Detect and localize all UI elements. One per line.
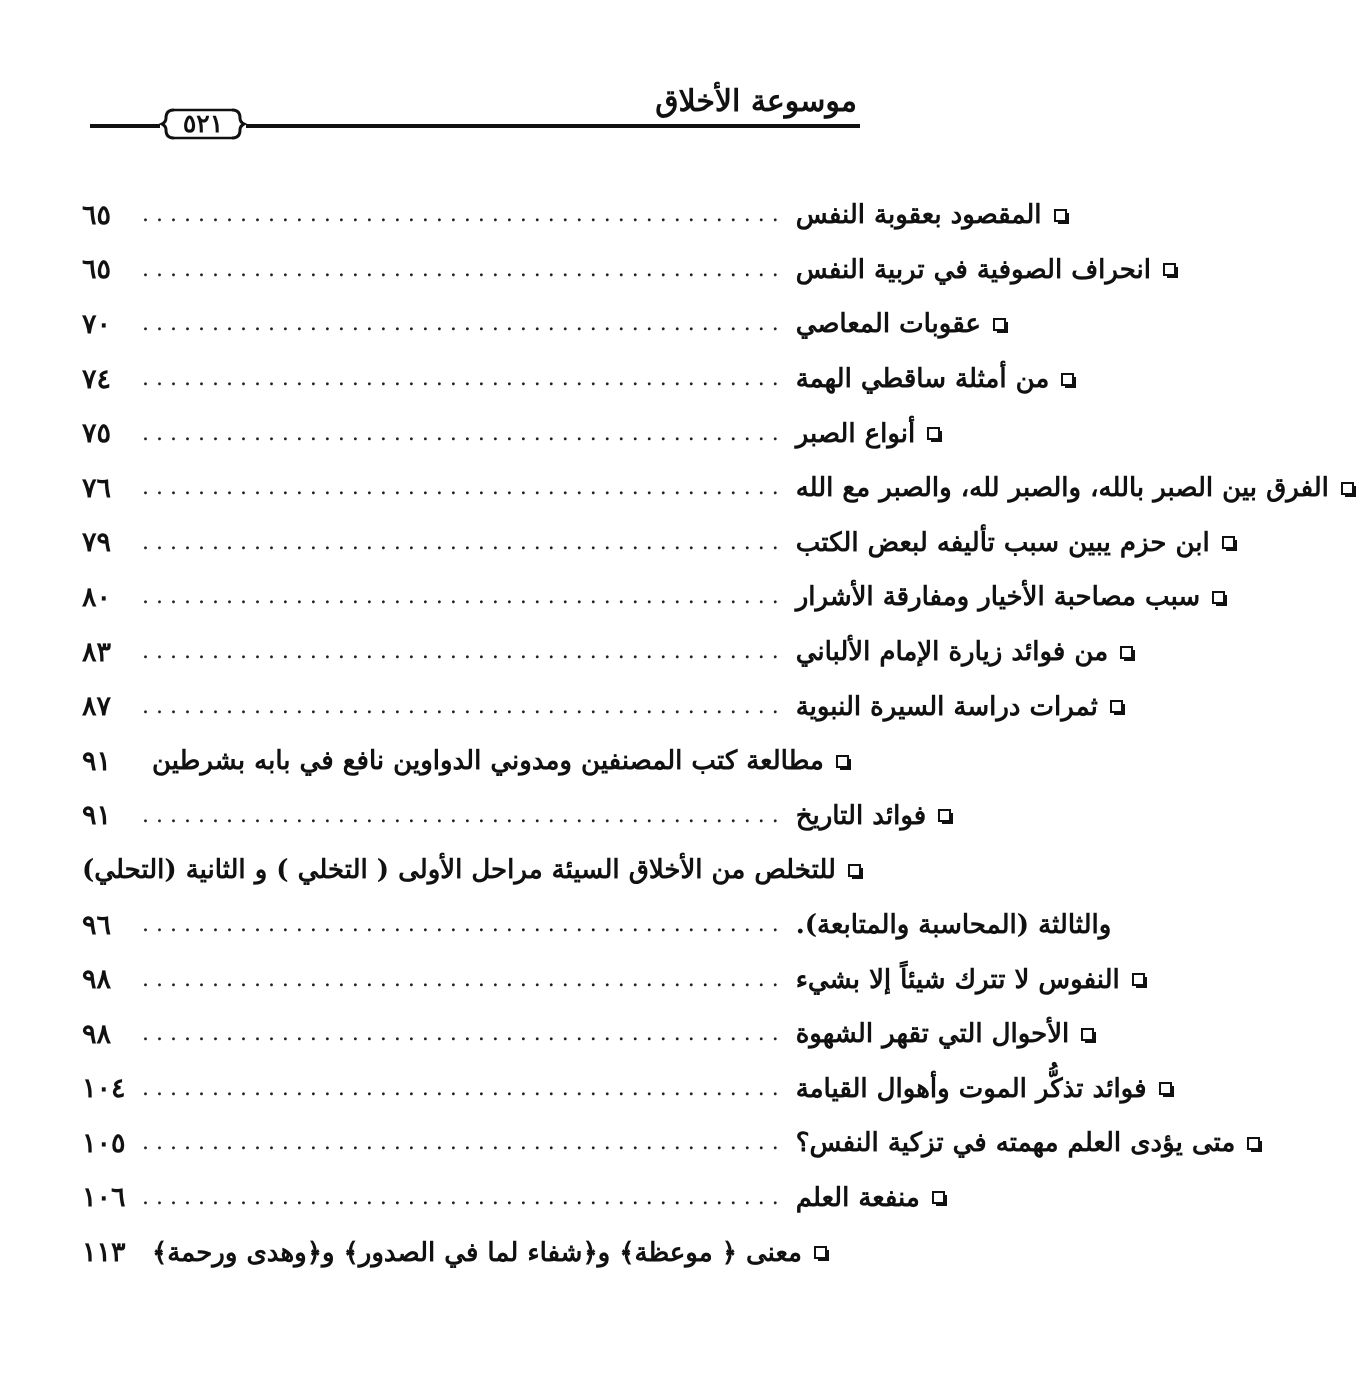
toc-page-number: ٦٥	[82, 199, 112, 231]
toc-leader-dots: ..............................................	[142, 311, 786, 337]
toc-entry	[82, 1116, 1236, 1171]
toc-page-number: ١٠٥	[82, 1127, 126, 1159]
toc-page-number: ٩٦	[82, 909, 112, 941]
toc-title: من فوائد زيارة الإمام الألباني	[795, 637, 1109, 668]
square-bullet-icon	[993, 318, 1006, 331]
square-bullet-icon	[836, 755, 849, 768]
toc-leader-dots: ..............................................	[142, 256, 786, 282]
toc-title: للتخلص من الأخلاق السيئة مراحل الأولى ( التخلي ) و الثانية (التحلي)	[82, 855, 836, 886]
toc-entry	[82, 570, 1201, 625]
toc-leader-dots: ..............................................	[142, 420, 786, 446]
toc-entry	[82, 243, 1151, 298]
toc-leader-dots: ..............................................	[142, 202, 786, 228]
toc-entry	[82, 679, 1098, 734]
toc-leader-dots: ..............................................	[142, 584, 786, 610]
toc-leader-dots: ..............................................	[142, 1130, 786, 1156]
page-number: ٥٢١	[182, 109, 224, 138]
square-bullet-icon	[1341, 482, 1354, 495]
square-bullet-icon	[848, 864, 861, 877]
table-of-contents	[82, 188, 1329, 1280]
square-bullet-icon	[1163, 263, 1176, 276]
toc-leader-dots: ..............................................	[142, 366, 786, 392]
toc-entry	[82, 297, 981, 352]
toc-page-number: ٨٧	[82, 691, 112, 723]
toc-page-number: ٨٠	[82, 581, 112, 613]
toc-entry	[82, 1225, 822, 1280]
toc-entry	[82, 789, 927, 844]
toc-title: ثمرات دراسة السيرة النبوية	[795, 691, 1098, 722]
toc-page-number: ٩٨	[82, 964, 112, 996]
toc-leader-dots: ..............................................	[142, 1021, 786, 1047]
square-bullet-icon	[1120, 646, 1133, 659]
square-bullet-icon	[927, 427, 940, 440]
toc-entry	[82, 406, 916, 461]
toc-title: أنواع الصبر	[795, 418, 916, 449]
square-bullet-icon	[1212, 591, 1225, 604]
square-bullet-icon	[938, 809, 951, 822]
square-bullet-icon	[814, 1246, 827, 1259]
book-title: موسوعة الأخلاق	[655, 84, 857, 119]
toc-page-number: ٧٤	[82, 363, 112, 395]
toc-page-number: ١٠٤	[82, 1073, 126, 1105]
toc-title: فوائد التاريخ	[795, 800, 927, 831]
toc-entry	[82, 516, 1210, 571]
toc-entry	[82, 843, 836, 898]
toc-entry	[82, 1007, 1070, 1062]
toc-title: مطالعة كتب المصنفين ومدوني الدواوين نافع في بابه بشرطين	[152, 746, 824, 777]
toc-page-number: ٧٩	[82, 527, 112, 559]
toc-leader-dots: ..............................................	[142, 1075, 786, 1101]
toc-leader-dots: ..............................................	[142, 912, 786, 938]
square-bullet-icon	[1061, 373, 1074, 386]
toc-leader-dots: ..............................................	[142, 966, 786, 992]
toc-page-number: ١١٣	[82, 1237, 126, 1269]
toc-page-number: ٦٥	[82, 254, 112, 286]
toc-page-number: ٨٣	[82, 636, 112, 668]
toc-title: فوائد تذكُّر الموت وأهوال القيامة	[795, 1073, 1147, 1104]
toc-title: انحراف الصوفية في تربية النفس	[795, 254, 1151, 285]
toc-leader-dots: ..............................................	[142, 475, 786, 501]
toc-entry	[82, 1062, 1147, 1117]
page-header	[0, 0, 949, 160]
square-bullet-icon	[1132, 973, 1145, 986]
square-bullet-icon	[1222, 536, 1235, 549]
toc-entry	[82, 352, 1050, 407]
toc-entry	[82, 734, 822, 789]
square-bullet-icon	[1247, 1137, 1260, 1150]
toc-entry	[82, 461, 1329, 516]
toc-page-number: ٧٥	[82, 418, 112, 450]
square-bullet-icon	[1081, 1028, 1094, 1041]
toc-entry-continuation	[82, 898, 1112, 953]
toc-leader-dots: ..............................................	[142, 802, 786, 828]
toc-title: عقوبات المعاصي	[795, 309, 981, 340]
toc-title: الأحوال التي تقهر الشهوة	[795, 1019, 1070, 1050]
toc-leader-dots: ..............................................	[142, 693, 786, 719]
toc-title: سبب مصاحبة الأخيار ومفارقة الأشرار	[795, 582, 1201, 613]
toc-entry	[82, 1171, 920, 1226]
toc-entry	[82, 188, 1042, 243]
toc-title: من أمثلة ساقطي الهمة	[795, 364, 1050, 395]
page-number-frame	[160, 104, 246, 144]
toc-title: والثالثة (المحاسبة والمتابعة).	[795, 910, 1112, 941]
toc-page-number: ٩١	[82, 745, 112, 777]
toc-leader-dots: ..............................................	[142, 639, 786, 665]
toc-entry	[82, 625, 1109, 680]
toc-page-number: ٩١	[82, 800, 112, 832]
toc-title: معنى ﴿ موعظة﴾ و﴿شفاء لما في الصدور﴾ و﴿وهدى ورحمة﴾	[152, 1237, 802, 1268]
toc-page-number: ٩٨	[82, 1018, 112, 1050]
toc-page-number: ١٠٦	[82, 1182, 126, 1214]
square-bullet-icon	[1159, 1082, 1172, 1095]
toc-title: المقصود بعقوبة النفس	[795, 200, 1042, 231]
toc-title: الفرق بين الصبر بالله، والصبر لله، والصبر مع الله	[795, 473, 1329, 504]
toc-title: متى يؤدى العلم مهمته في تزكية النفس؟	[795, 1128, 1236, 1159]
toc-title: منفعة العلم	[795, 1182, 920, 1213]
toc-entry	[82, 952, 1120, 1007]
toc-page-number: ٧٠	[82, 308, 112, 340]
toc-title: النفوس لا تترك شيئاً إلا بشيء	[795, 964, 1120, 995]
square-bullet-icon	[932, 1191, 945, 1204]
toc-title: ابن حزم يبين سبب تأليفه لبعض الكتب	[795, 527, 1210, 558]
square-bullet-icon	[1054, 209, 1067, 222]
square-bullet-icon	[1110, 700, 1123, 713]
toc-page-number: ٧٦	[82, 472, 112, 504]
toc-leader-dots: ..............................................	[142, 1184, 786, 1210]
toc-leader-dots: ..............................................	[142, 529, 786, 555]
